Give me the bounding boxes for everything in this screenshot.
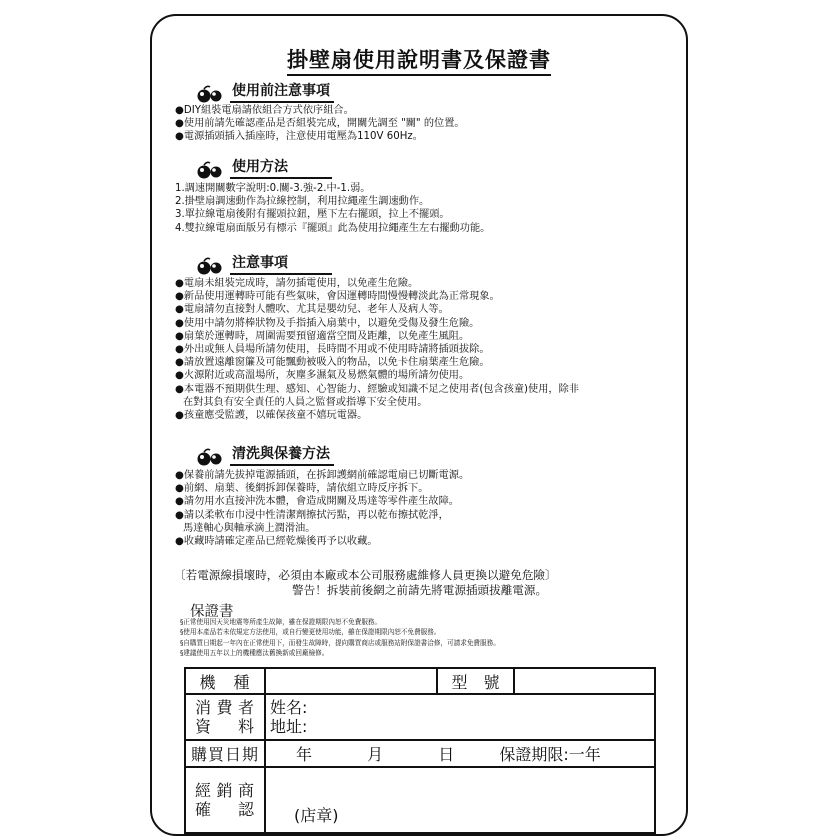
dealer-label: 經銷商 確 認 bbox=[185, 767, 265, 833]
list-item: 在對其負有安全責任的人員之監督或指導下安全使用。 bbox=[183, 396, 428, 408]
section-heading-precautions: 使用前注意事項 bbox=[196, 80, 334, 103]
list-item: ●使用中請勿將棒狀物及手指插入扇葉中，以避免受傷及發生危險。 bbox=[175, 317, 480, 329]
list-item: 3.單拉線電扇後附有擺頭拉鈕，壓下左右擺頭，拉上不擺頭。 bbox=[175, 209, 450, 221]
purchase-date-field[interactable] bbox=[265, 740, 655, 767]
list-item: ●火源附近或高溫場所，灰塵多濕氣及易燃氣體的場所請勿使用。 bbox=[175, 370, 470, 382]
section-heading-usage: 使用方法 bbox=[196, 156, 332, 179]
purchase-date-label: 購買日期 bbox=[185, 740, 265, 767]
list-item: §正常使用因天災地震等所產生故障，雖在保證期限內恕不免費服務。 bbox=[180, 618, 382, 626]
stamp-label: (店章) bbox=[294, 806, 339, 825]
warranty-period: 保證期限:一年 bbox=[499, 745, 601, 764]
bullet-drop-icon bbox=[196, 448, 226, 466]
list-item: ●電扇請勿直接對人體吹、尤其是嬰幼兒、老年人及病人等。 bbox=[175, 304, 449, 316]
section-heading-cleaning: 清洗與保養方法 bbox=[196, 443, 334, 466]
list-item: ●外出或無人員場所請勿使用，長時間不用或不使用時請將插頭拔除。 bbox=[175, 344, 490, 356]
list-item: 1.調速開關數字說明:0.關-3.強-2.中-1.弱。 bbox=[175, 183, 371, 194]
list-item: ●電源插頭插入插座時，注意使用電壓為110V 60Hz。 bbox=[175, 131, 423, 143]
list-item: 4.雙拉線電扇面版另有標示『擺頭』此為使用拉繩產生左右擺動功能。 bbox=[175, 222, 491, 234]
consumer-info-field[interactable] bbox=[265, 694, 655, 740]
list-item: ●請以柔軟布巾浸中性清潔劑擦拭污點，再以乾布擦拭乾淨， bbox=[175, 509, 449, 521]
list-item: ●請勿用水直接沖洗本體，會造成開關及馬達等零件產生故障。 bbox=[175, 496, 459, 508]
consumer-label: 消費者 資 料 bbox=[185, 694, 265, 740]
bullet-drop-icon bbox=[196, 161, 226, 179]
list-item: §使用本產品若未依規定方法使用，或自行變更使用功能，雖在保證期限內恕不免費服務。 bbox=[180, 628, 441, 637]
list-item: ●孩童應受監護，以確保孩童不嬉玩電器。 bbox=[175, 410, 368, 422]
type-label: 型 號 bbox=[437, 668, 514, 694]
model-field[interactable] bbox=[265, 668, 437, 694]
bullet-drop-icon bbox=[196, 257, 226, 275]
list-item: ●收藏時請確定產品已經乾燥後再予以收藏。 bbox=[175, 536, 378, 548]
warranty-terms bbox=[180, 617, 680, 658]
list-item: ●保養前請先拔掉電源插頭，在拆卸護網前確認電扇已切斷電源。 bbox=[175, 470, 470, 481]
bullet-drop-icon bbox=[196, 85, 226, 103]
day-label: 日 bbox=[438, 745, 455, 764]
power-cord-notice: 〔若電源線損壞時，必須由本廠或本公司服務處維修人員更換以避免危險〕 警告！拆裝前後網之前請先將電源插頭拔離電源。 bbox=[174, 568, 557, 597]
dealer-stamp-field[interactable] bbox=[265, 767, 655, 833]
list-item: ●前網、扇葉、後網拆卸保養時，請依組立時反序拆下。 bbox=[175, 483, 429, 495]
type-field[interactable] bbox=[514, 668, 655, 694]
list-item: ●DIY組裝電扇請依組合方式依序組合。 bbox=[175, 105, 354, 116]
list-item: ●電扇未組裝完成時，請勿插電使用，以免產生危險。 bbox=[175, 278, 419, 289]
page-title: 掛壁扇使用說明書及保證書 bbox=[152, 44, 686, 74]
list-item: §建議使用五年以上的機種應汰舊換新或回廠檢修。 bbox=[180, 648, 329, 657]
list-item: ●請放置遠離窗簾及可能飄動被吸入的物品，以免卡住扇葉產生危險。 bbox=[175, 357, 490, 369]
section-heading-cautions: 注意事項 bbox=[196, 252, 332, 275]
year-label: 年 bbox=[296, 745, 313, 764]
model-label: 機 種 bbox=[185, 668, 265, 694]
address-label: 地址: bbox=[270, 717, 308, 736]
list-item: ●使用前請先確認產品是否組裝完成，開關先調至 "關" 的位置。 bbox=[175, 118, 465, 130]
section-lines-precautions bbox=[175, 104, 675, 144]
list-item: ●本電器不預期供生理、感知、心智能力、經驗或知識不足之使用者(包含孩童)使用，除非 bbox=[175, 383, 579, 395]
section-lines-usage bbox=[175, 182, 675, 235]
list-item: ●扇葉於運轉時，周圍需要預留適當空間及距離，以免產生風阻。 bbox=[175, 330, 470, 342]
warranty-heading: 保證書 bbox=[190, 604, 234, 620]
list-item: 2.掛壁扇調速動作為拉線控制，利用拉繩產生調速動作。 bbox=[175, 196, 430, 208]
list-item: 馬達軸心與軸承滴上潤滑油。 bbox=[183, 522, 316, 534]
name-label: 姓名: bbox=[270, 698, 308, 717]
warranty-form bbox=[184, 667, 656, 834]
section-lines-cautions bbox=[175, 277, 675, 422]
month-label: 月 bbox=[367, 745, 384, 764]
list-item: ●新品使用運轉時可能有些氣味，會因運轉時間慢慢轉淡此為正常現象。 bbox=[175, 291, 500, 303]
section-lines-cleaning bbox=[175, 469, 675, 548]
list-item: §自購買日期起一年內在正常使用下，而發生故障時，提向購買商店或服務站附保證書洽修，可請求免費服務。 bbox=[180, 638, 500, 647]
warranty-card bbox=[150, 14, 688, 836]
